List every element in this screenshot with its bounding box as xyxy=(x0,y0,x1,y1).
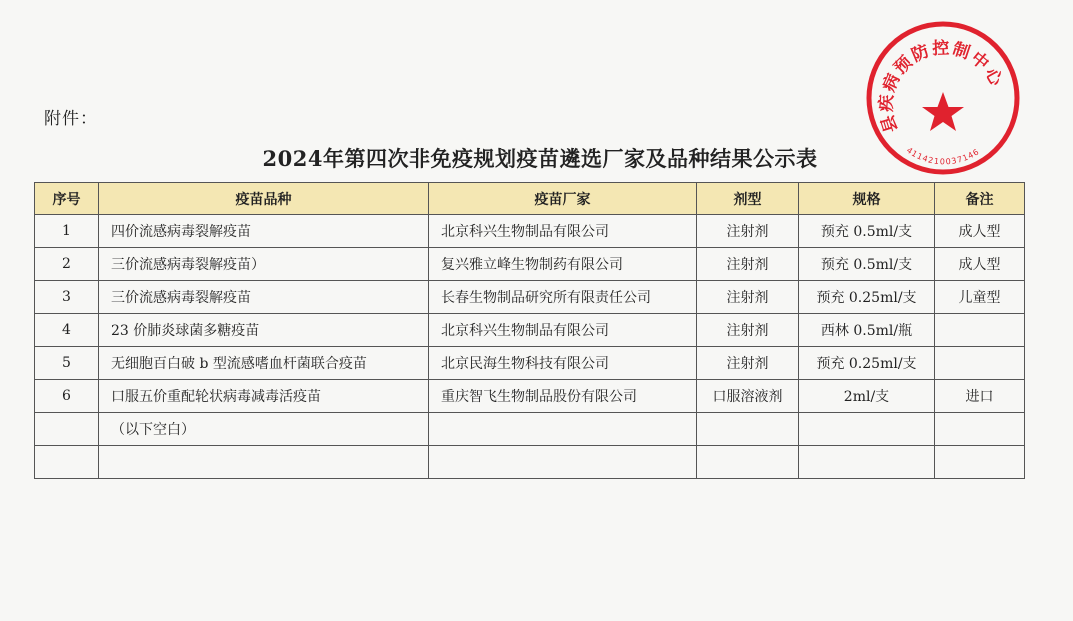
cell-no: 1 xyxy=(35,215,99,248)
col-header-maker: 疫苗厂家 xyxy=(429,183,697,215)
cell-no xyxy=(35,446,99,479)
cell-maker xyxy=(429,413,697,446)
col-header-note: 备注 xyxy=(935,183,1025,215)
attachment-label: 附件： xyxy=(44,109,98,129)
cell-form: 注射剂 xyxy=(697,314,799,347)
table-row xyxy=(35,413,1025,446)
cell-vaccine: 口服五价重配轮状病毒减毒活疫苗 xyxy=(99,380,429,413)
cell-maker xyxy=(429,446,697,479)
table-row xyxy=(35,248,1025,281)
cell-maker: 长春生物制品研究所有限责任公司 xyxy=(429,281,697,314)
cell-note: 进口 xyxy=(935,380,1025,413)
col-header-form: 剂型 xyxy=(697,183,799,215)
cell-note xyxy=(935,413,1025,446)
cell-form: 注射剂 xyxy=(697,248,799,281)
cell-note: 成人型 xyxy=(935,248,1025,281)
cell-note: 成人型 xyxy=(935,215,1025,248)
cell-maker: 北京民海生物科技有限公司 xyxy=(429,347,697,380)
table-row xyxy=(35,281,1025,314)
cell-vaccine: 无细胞百白破 b 型流感嗜血杆菌联合疫苗 xyxy=(99,347,429,380)
cell-note xyxy=(935,347,1025,380)
cell-no: 5 xyxy=(35,347,99,380)
cell-form: 口服溶液剂 xyxy=(697,380,799,413)
table-row xyxy=(35,215,1025,248)
vaccine-table xyxy=(34,182,1025,479)
cell-maker: 北京科兴生物制品有限公司 xyxy=(429,314,697,347)
cell-vaccine: （以下空白） xyxy=(99,413,429,446)
cell-note xyxy=(935,446,1025,479)
cell-spec xyxy=(799,446,935,479)
cell-spec: 预充 0.25ml/支 xyxy=(799,347,935,380)
cell-spec: 2ml/支 xyxy=(799,380,935,413)
cell-spec: 西林 0.5ml/瓶 xyxy=(799,314,935,347)
table-row xyxy=(35,347,1025,380)
cell-vaccine xyxy=(99,446,429,479)
table-row xyxy=(35,446,1025,479)
cell-no: 2 xyxy=(35,248,99,281)
cell-spec: 预充 0.5ml/支 xyxy=(799,215,935,248)
col-header-no: 序号 xyxy=(35,183,99,215)
seal-code: 4114210037146 xyxy=(904,145,982,167)
cell-spec: 预充 0.25ml/支 xyxy=(799,281,935,314)
cell-form: 注射剂 xyxy=(697,347,799,380)
table-row xyxy=(35,380,1025,413)
table-row xyxy=(35,314,1025,347)
cell-vaccine: 三价流感病毒裂解疫苗） xyxy=(99,248,429,281)
col-header-spec: 规格 xyxy=(799,183,935,215)
official-seal xyxy=(862,18,1024,178)
seal-text: 县疾病预防控制中心 xyxy=(876,38,1008,135)
cell-no: 3 xyxy=(35,281,99,314)
seal-star-icon xyxy=(922,92,964,131)
cell-form xyxy=(697,446,799,479)
cell-vaccine: 23 价肺炎球菌多糖疫苗 xyxy=(99,314,429,347)
cell-form: 注射剂 xyxy=(697,215,799,248)
cell-no xyxy=(35,413,99,446)
cell-vaccine: 三价流感病毒裂解疫苗 xyxy=(99,281,429,314)
cell-vaccine: 四价流感病毒裂解疫苗 xyxy=(99,215,429,248)
cell-note: 儿童型 xyxy=(935,281,1025,314)
cell-form: 注射剂 xyxy=(697,281,799,314)
cell-maker: 北京科兴生物制品有限公司 xyxy=(429,215,697,248)
page-title: 2024年第四次非免疫规划疫苗遴选厂家及品种结果公示表 xyxy=(262,146,818,171)
table-header-row xyxy=(35,183,1025,215)
cell-maker: 重庆智飞生物制品股份有限公司 xyxy=(429,380,697,413)
cell-spec xyxy=(799,413,935,446)
col-header-vaccine: 疫苗品种 xyxy=(99,183,429,215)
cell-maker: 复兴雅立峰生物制药有限公司 xyxy=(429,248,697,281)
cell-note xyxy=(935,314,1025,347)
cell-no: 6 xyxy=(35,380,99,413)
cell-no: 4 xyxy=(35,314,99,347)
cell-form xyxy=(697,413,799,446)
cell-spec: 预充 0.5ml/支 xyxy=(799,248,935,281)
